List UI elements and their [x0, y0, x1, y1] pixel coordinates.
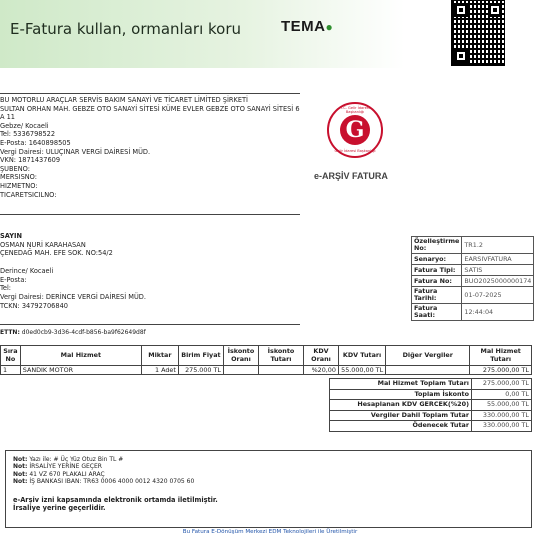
info-value: EARSIVFATURA — [462, 254, 534, 265]
table-cell — [386, 366, 470, 375]
ettn-value: d0ed0cb9-3d36-4cdf-b856-ba9f62649d8f — [21, 329, 146, 336]
note-label: Not: — [13, 470, 28, 478]
seller-line: SULTAN ORHAN MAH. GEBZE OTO SANAYİ SİTESİ KÜME EVLER GEBZE OTO SANAYİ SİTESİ 6 — [0, 104, 300, 113]
separator — [0, 214, 300, 215]
seller-line: TICARETSICILNO: — [0, 190, 57, 199]
info-row — [412, 237, 534, 254]
tema-brand: TEMA — [281, 18, 326, 35]
buyer-line: E-Posta: — [0, 275, 27, 284]
items-header-row — [1, 346, 532, 366]
note-line — [13, 456, 524, 463]
column-header: Sıra No — [1, 346, 21, 366]
note-line — [13, 471, 524, 478]
totals-key: Vergiler Dahil Toplam Tutar — [330, 410, 472, 421]
column-header: Mal Hizmet Tutarı — [470, 346, 532, 366]
info-row — [412, 287, 534, 304]
totals-table — [329, 378, 532, 432]
seller-block — [0, 96, 300, 199]
note-label: Not: — [13, 463, 28, 471]
seller-line: ŞUBENO: — [0, 164, 30, 173]
table-cell: 1 Adet — [141, 366, 178, 375]
seller-line: MERSISNO: — [0, 173, 37, 182]
buyer-block — [0, 232, 300, 310]
table-cell — [224, 366, 259, 375]
info-value: SATIS — [462, 265, 534, 276]
info-row — [412, 276, 534, 287]
column-header: Diğer Vergiler — [386, 346, 470, 366]
separator — [0, 324, 300, 325]
info-key: Özelleştirme No: — [412, 237, 462, 254]
totals-value: 330.000,00 TL — [472, 410, 532, 421]
column-header: Birim Fiyat — [178, 346, 223, 366]
table-cell: 275.000,00 TL — [470, 366, 532, 375]
qr-finder — [488, 3, 502, 17]
note-line — [13, 478, 524, 485]
note-label: Not: — [13, 478, 28, 486]
buyer-line: Derince/ Kocaeli — [0, 266, 54, 275]
column-header: Mal Hizmet — [20, 346, 141, 366]
totals-row — [330, 400, 532, 411]
info-key: Fatura Tipi: — [412, 265, 462, 276]
table-cell: 55.000,00 TL — [338, 366, 385, 375]
seller-line: HIZMETNO: — [0, 181, 38, 190]
info-value: 12:44:04 — [462, 304, 534, 321]
table-cell — [258, 366, 303, 375]
qr-finder — [454, 49, 468, 63]
table-cell: %20,00 — [304, 366, 339, 375]
info-row — [412, 265, 534, 276]
info-key: Fatura Saati: — [412, 304, 462, 321]
seal-bottom-text: Gelir İdaresi Başkanlığı — [334, 149, 376, 153]
seller-line: E-Posta: 1640898505 — [0, 138, 71, 147]
column-header: İskonto Oranı — [224, 346, 259, 366]
totals-value: 55.000,00 TL — [472, 400, 532, 411]
info-value: TR1.2 — [462, 237, 534, 254]
column-header: İskonto Tutarı — [258, 346, 303, 366]
totals-row — [330, 389, 532, 400]
buyer-heading: SAYIN — [0, 232, 22, 240]
qr-code — [451, 0, 505, 66]
totals-key: Mal Hizmet Toplam Tutarı — [330, 379, 472, 390]
note-text: İŞ BANKASI IBAN: TR63 0006 4000 0012 4320 0705 60 — [29, 478, 195, 486]
invoice-info-table — [411, 236, 534, 321]
totals-row — [330, 379, 532, 390]
buyer-line: Vergi Dairesi: DERİNCE VERGİ DAİRESİ MÜD. — [0, 292, 146, 301]
totals-value: 0,00 TL — [472, 389, 532, 400]
buyer-line: Tel: — [0, 284, 12, 293]
seller-line: A 11 — [0, 113, 15, 122]
ettn-label: ETTN: — [0, 329, 20, 336]
qr-finder — [454, 3, 468, 17]
totals-key: Ödenecek Tutar — [330, 421, 472, 432]
seller-line: Vergi Dairesi: ULUÇINAR VERGİ DAİRESİ MÜD. — [0, 147, 151, 156]
totals-key: Toplam İskonto — [330, 389, 472, 400]
table-cell: SANDIK MOTOR — [20, 366, 141, 375]
table-cell: 1 — [1, 366, 21, 375]
spacer — [13, 486, 524, 496]
gib-seal — [327, 102, 383, 158]
seal-top-text: T.C. Gelir İdaresi Başkanlığı — [340, 106, 370, 114]
buyer-line — [0, 258, 300, 267]
footer-credit: Bu Fatura E-Dönüşüm Merkezi EDM Teknolojileri ile Üretilmiştir — [182, 529, 358, 535]
table-row — [1, 366, 532, 375]
info-value: 01-07-2025 — [462, 287, 534, 304]
ettn-line — [0, 329, 146, 336]
note-text: İRSALİYE YERİNE GEÇER — [29, 463, 102, 471]
totals-key: Hesaplanan KDV GERCEK(%20) — [330, 400, 472, 411]
seal-letter: G — [340, 115, 370, 145]
column-header: KDV Tutarı — [338, 346, 385, 366]
totals-value: 330.000,00 TL — [472, 421, 532, 432]
notes-box — [5, 450, 532, 528]
items-table — [0, 345, 532, 375]
seller-line: VKN: 1871437609 — [0, 156, 61, 165]
legal-line: e-Arşiv izni kapsamında elektronik ortamda iletilmiştir. — [13, 495, 218, 504]
info-row — [412, 254, 534, 265]
totals-row — [330, 410, 532, 421]
note-label: Not: — [13, 456, 28, 463]
separator — [0, 93, 300, 94]
seller-line: BU MOTORLU ARAÇLAR SERVİS BAKIM SANAYİ VE TİCARET LİMİTED ŞİRKETİ — [0, 96, 248, 104]
info-row — [412, 304, 534, 321]
info-key: Fatura Tarihi: — [412, 287, 462, 304]
table-cell: 275.000 TL — [178, 366, 223, 375]
note-text: Yazı ile: # Üç Yüz Otuz Bin TL # — [29, 456, 124, 463]
seller-line: Tel: 5336798522 — [0, 130, 56, 139]
buyer-line: ÇENEDAĞ MAH. EFE SOK. NO:54/2 — [0, 249, 113, 258]
totals-value: 275.000,00 TL — [472, 379, 532, 390]
legal-line: İrsaliye yerine geçerlidir. — [13, 503, 106, 512]
banner-slogan: E-Fatura kullan, ormanları koru — [10, 20, 242, 38]
info-value: BUO2025000000174 — [462, 276, 534, 287]
buyer-line: TCKN: 34792706840 — [0, 301, 68, 310]
column-header: Miktar — [141, 346, 178, 366]
tema-logo — [281, 18, 333, 35]
totals-row — [330, 421, 532, 432]
note-text: 41 VZ 670 PLAKALI ARAÇ — [29, 470, 105, 478]
seller-line: Gebze/ Kocaeli — [0, 121, 49, 130]
leaf-icon: ● — [325, 20, 334, 34]
info-key: Fatura No: — [412, 276, 462, 287]
buyer-line: OSMAN NURİ KARAHASAN — [0, 240, 86, 249]
column-header: KDV Oranı — [304, 346, 339, 366]
info-key: Senaryo: — [412, 254, 462, 265]
note-line — [13, 463, 524, 470]
document-type: e-ARŞİV FATURA — [314, 171, 388, 181]
